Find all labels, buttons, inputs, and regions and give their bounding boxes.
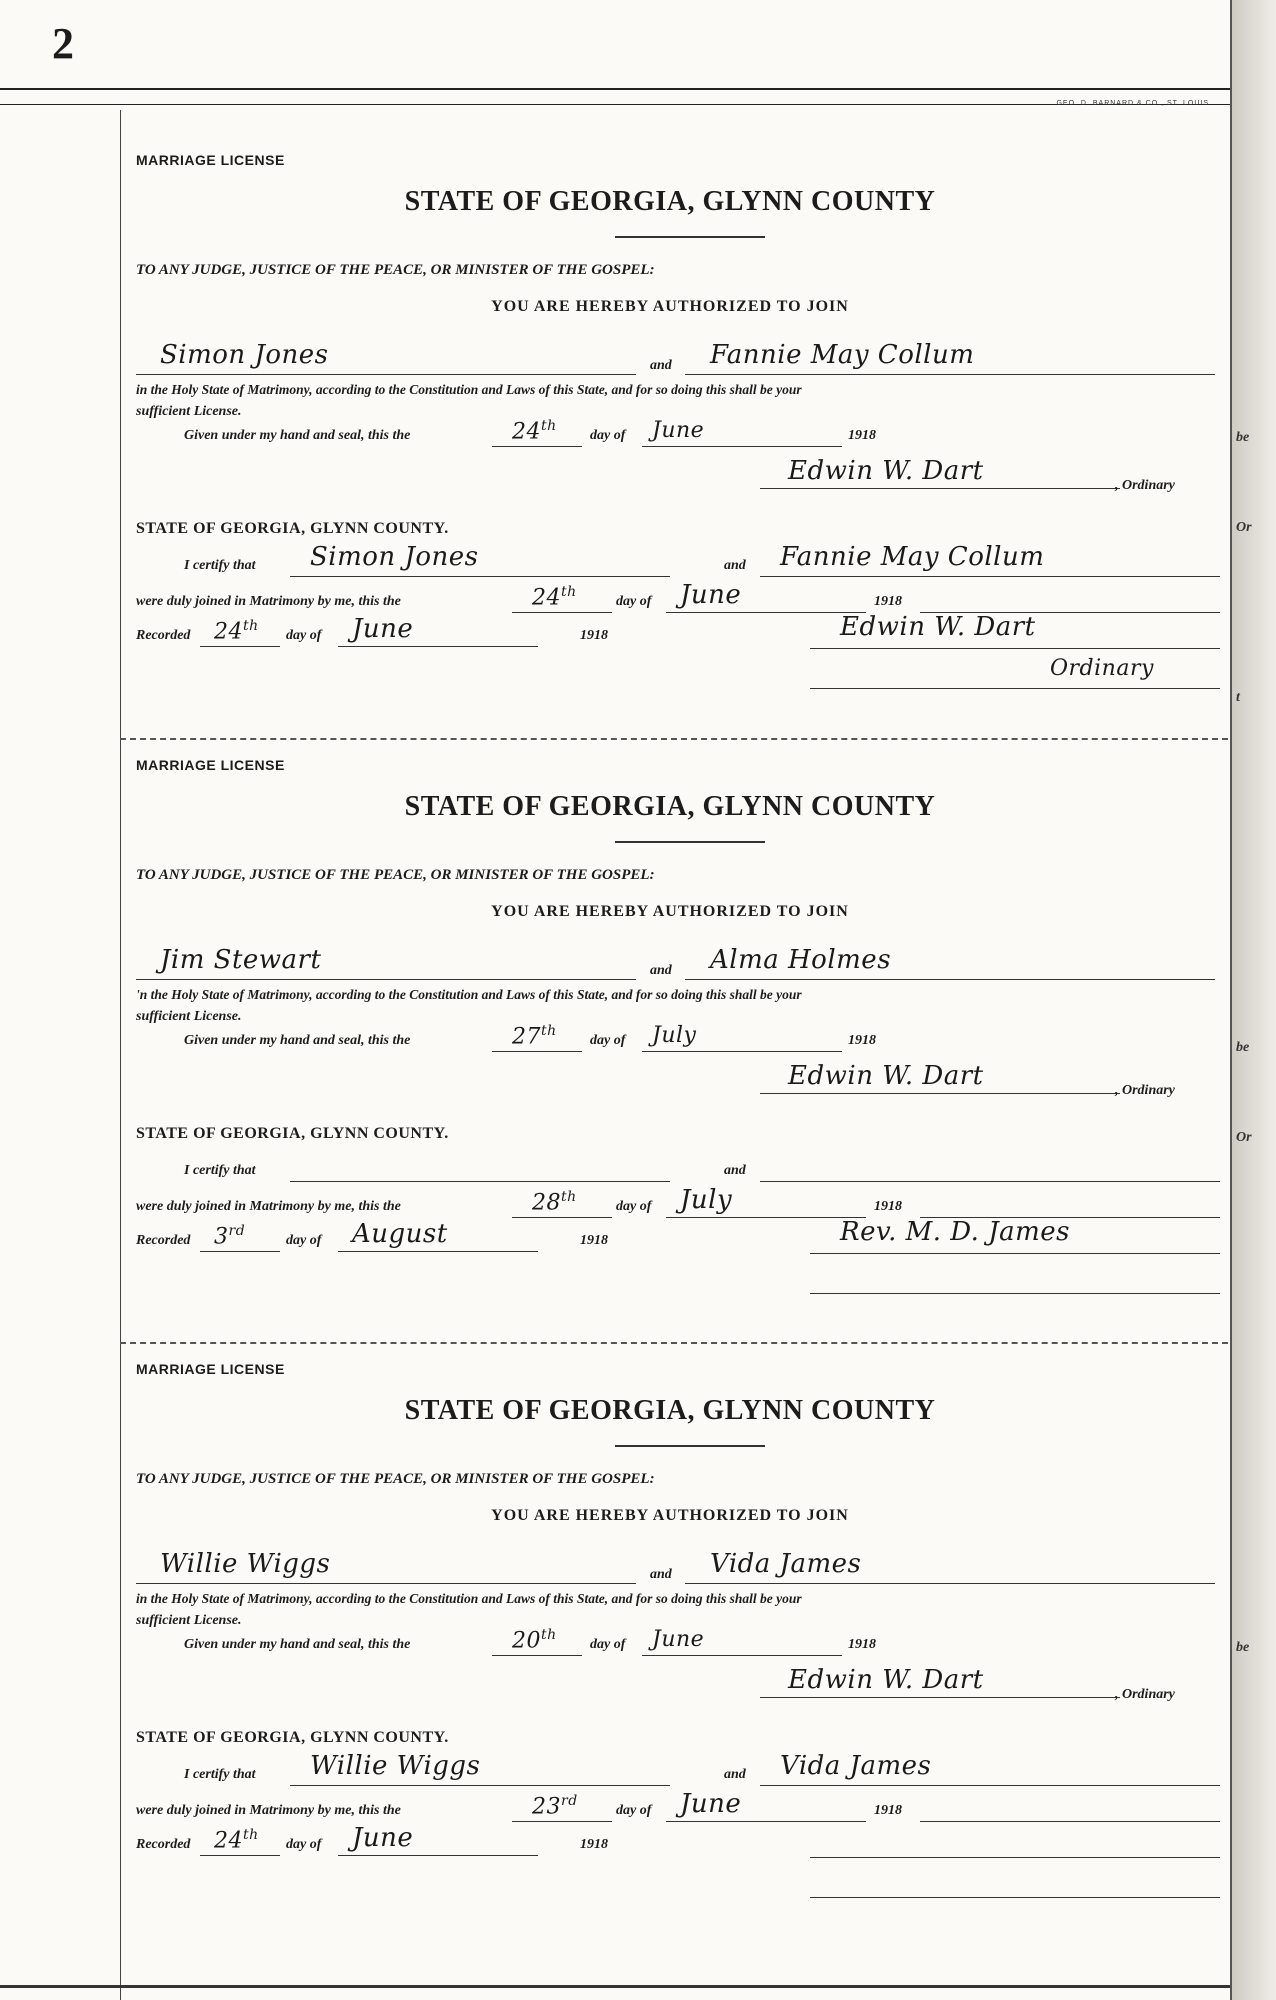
cert-bride-line — [760, 1181, 1220, 1182]
given-day: 27th — [512, 1023, 557, 1050]
joined-month: June — [680, 1789, 742, 1819]
recorded-day-line — [200, 1251, 280, 1252]
groom-name: Willie Wiggs — [160, 1549, 331, 1579]
recorded-month-line — [338, 646, 538, 647]
joined-day: 23rd — [532, 1793, 578, 1820]
and-label: and — [724, 1163, 746, 1178]
certificate-heading: STATE OF GEORGIA, GLYNN COUNTY. — [136, 1729, 449, 1746]
day-of-label: day of — [616, 1199, 652, 1214]
recorded-day: 3rd — [214, 1223, 246, 1250]
certify-text: I certify that — [184, 558, 256, 573]
joined-text: were duly joined in Matrimony by me, this the — [136, 1803, 401, 1818]
margin-fragment: t — [1236, 690, 1240, 705]
joined-day-line — [512, 612, 612, 613]
groom-line — [136, 979, 636, 980]
left-margin-rule — [120, 110, 121, 2000]
recorded-month: June — [352, 614, 414, 644]
cert-groom-name: Simon Jones — [310, 542, 479, 572]
bride-line — [685, 1583, 1215, 1584]
bride-name: Alma Holmes — [710, 945, 892, 975]
recorded-year: 1918 — [580, 1233, 608, 1248]
joined-month-line — [666, 612, 866, 613]
and-label: and — [650, 963, 672, 978]
day-of-label: day of — [590, 1637, 626, 1652]
officiant-signature: Rev. M. D. James — [840, 1217, 1071, 1247]
given-year: 1918 — [848, 1637, 876, 1652]
title-rule — [615, 236, 765, 238]
ordinary-label: , Ordinary — [1115, 1687, 1175, 1702]
joined-text: were duly joined in Matrimony by me, this the — [136, 1199, 401, 1214]
margin-fragment: be — [1236, 1040, 1250, 1055]
bride-line — [685, 979, 1215, 980]
and-label: and — [724, 558, 746, 573]
cert-groom-name: Willie Wiggs — [310, 1751, 481, 1781]
margin-fragment: be — [1236, 430, 1250, 445]
recorded-label: Recorded — [136, 1233, 191, 1248]
recorded-day: 24th — [214, 618, 259, 645]
holy-state-text: in the Holy State of Matrimony, according to the Constitution and Laws of this State, and for so doing this shall be your — [136, 382, 802, 397]
ordinary-line — [760, 488, 1120, 489]
cert-bride-name: Vida James — [780, 1751, 932, 1781]
to-any-judge-line: TO ANY JUDGE, JUSTICE OF THE PEACE, OR MINISTER OF THE GOSPEL: — [136, 262, 655, 278]
day-of-label: day of — [286, 1233, 322, 1248]
authorized-to-join: YOU ARE HEREBY AUTHORIZED TO JOIN — [491, 1507, 849, 1524]
sufficient-license: sufficient License. — [136, 1613, 242, 1628]
margin-fragment: be — [1236, 1640, 1250, 1655]
certificate-heading: STATE OF GEORGIA, GLYNN COUNTY. — [136, 1125, 449, 1142]
officiant-signature: Edwin W. Dart — [840, 612, 1036, 642]
groom-name: Jim Stewart — [160, 945, 322, 975]
bride-name: Vida James — [710, 1549, 862, 1579]
cert-bride-name: Fannie May Collum — [780, 542, 1045, 572]
title-rule — [615, 841, 765, 843]
given-under-text: Given under my hand and seal, this the — [184, 1637, 411, 1652]
officiant-line — [810, 648, 1220, 649]
given-day-line — [492, 1051, 582, 1052]
section-label: MARRIAGE LICENSE — [136, 1361, 285, 1377]
day-of-label: day of — [616, 594, 652, 609]
joined-day: 24th — [532, 584, 577, 611]
joined-month-line — [666, 1821, 866, 1822]
recorded-label: Recorded — [136, 628, 191, 643]
certify-text: I certify that — [184, 1163, 256, 1178]
joined-blank-line — [920, 1821, 1220, 1822]
ordinary-line — [760, 1093, 1120, 1094]
given-year: 1918 — [848, 1033, 876, 1048]
given-day: 20th — [512, 1627, 557, 1654]
bride-line — [685, 374, 1215, 375]
certificate-heading: STATE OF GEORGIA, GLYNN COUNTY. — [136, 520, 449, 537]
joined-month-line — [666, 1217, 866, 1218]
joined-month: July — [680, 1185, 733, 1215]
joined-day-line — [512, 1217, 612, 1218]
given-under-text: Given under my hand and seal, this the — [184, 428, 411, 443]
ordinary-label: , Ordinary — [1115, 478, 1175, 493]
recorded-month: June — [352, 1823, 414, 1853]
recorded-day: 24th — [214, 1827, 259, 1854]
given-month: June — [652, 418, 705, 443]
authorized-to-join: YOU ARE HEREBY AUTHORIZED TO JOIN — [491, 903, 849, 920]
joined-day-line — [512, 1821, 612, 1822]
officiant-line — [810, 1253, 1220, 1254]
record-separator — [120, 738, 1228, 740]
sufficient-license: sufficient License. — [136, 404, 242, 419]
recorded-month-line — [338, 1855, 538, 1856]
cert-groom-line — [290, 1181, 670, 1182]
day-of-label: day of — [590, 428, 626, 443]
publisher-imprint: GEO. D. BARNARD & CO., ST. LOUIS. — [1056, 100, 1212, 107]
groom-name: Simon Jones — [160, 340, 329, 370]
cert-bride-line — [760, 1785, 1220, 1786]
recorded-year: 1918 — [580, 1837, 608, 1852]
given-month: June — [652, 1627, 705, 1652]
adjacent-page-edge — [1232, 0, 1276, 2000]
and-label: and — [724, 1767, 746, 1782]
cert-bride-line — [760, 576, 1220, 577]
sufficient-license: sufficient License. — [136, 1009, 242, 1024]
section-label: MARRIAGE LICENSE — [136, 152, 285, 168]
record-separator — [120, 1342, 1228, 1344]
given-month: July — [652, 1023, 697, 1048]
ordinary-signature: Edwin W. Dart — [788, 456, 984, 486]
recorded-year: 1918 — [580, 628, 608, 643]
certify-text: I certify that — [184, 1767, 256, 1782]
day-of-label: day of — [590, 1033, 626, 1048]
recorded-day-line — [200, 1855, 280, 1856]
officiant-line — [810, 1857, 1220, 1858]
state-title: STATE OF GEORGIA, GLYNN COUNTY — [404, 186, 936, 217]
ordinary-line — [760, 1697, 1120, 1698]
margin-fragment: Or — [1236, 520, 1252, 535]
groom-line — [136, 374, 636, 375]
joined-year: 1918 — [874, 1803, 902, 1818]
holy-state-text: in the Holy State of Matrimony, according to the Constitution and Laws of this State, and for so doing this shall be your — [136, 1591, 802, 1606]
given-under-text: Given under my hand and seal, this the — [184, 1033, 411, 1048]
bride-name: Fannie May Collum — [710, 340, 975, 370]
given-month-line — [642, 1655, 842, 1656]
holy-state-text: 'n the Holy State of Matrimony, according to the Constitution and Laws of this State, and for so doing this shall be your — [136, 987, 802, 1002]
given-month-line — [642, 1051, 842, 1052]
cert-groom-line — [290, 1785, 670, 1786]
given-year: 1918 — [848, 428, 876, 443]
top-rule-inner — [0, 104, 1230, 105]
given-day-line — [492, 1655, 582, 1656]
margin-fragment: Or — [1236, 1130, 1252, 1145]
given-day-line — [492, 446, 582, 447]
officiant-title-line — [810, 688, 1220, 689]
ordinary-label: , Ordinary — [1115, 1083, 1175, 1098]
officiant-title-line — [810, 1897, 1220, 1898]
ordinary-signature: Edwin W. Dart — [788, 1665, 984, 1695]
to-any-judge-line: TO ANY JUDGE, JUSTICE OF THE PEACE, OR MINISTER OF THE GOSPEL: — [136, 867, 655, 883]
section-label: MARRIAGE LICENSE — [136, 757, 285, 773]
and-label: and — [650, 358, 672, 373]
officiant-title: Ordinary — [1050, 656, 1154, 681]
officiant-title-line — [810, 1293, 1220, 1294]
recorded-month-line — [338, 1251, 538, 1252]
title-rule — [615, 1445, 765, 1447]
bottom-rule — [0, 1985, 1230, 1988]
day-of-label: day of — [616, 1803, 652, 1818]
and-label: and — [650, 1567, 672, 1582]
to-any-judge-line: TO ANY JUDGE, JUSTICE OF THE PEACE, OR MINISTER OF THE GOSPEL: — [136, 1471, 655, 1487]
recorded-label: Recorded — [136, 1837, 191, 1852]
given-month-line — [642, 446, 842, 447]
top-rule — [0, 88, 1230, 90]
day-of-label: day of — [286, 628, 322, 643]
joined-month: June — [680, 580, 742, 610]
page-number: 2 — [52, 19, 74, 68]
joined-year: 1918 — [874, 1199, 902, 1214]
given-day: 24th — [512, 418, 557, 445]
recorded-month: August — [352, 1219, 448, 1249]
joined-text: were duly joined in Matrimony by me, this the — [136, 594, 401, 609]
state-title: STATE OF GEORGIA, GLYNN COUNTY — [404, 791, 936, 822]
ordinary-signature: Edwin W. Dart — [788, 1061, 984, 1091]
recorded-day-line — [200, 646, 280, 647]
joined-day: 28th — [532, 1189, 577, 1216]
day-of-label: day of — [286, 1837, 322, 1852]
authorized-to-join: YOU ARE HEREBY AUTHORIZED TO JOIN — [491, 298, 849, 315]
cert-groom-line — [290, 576, 670, 577]
joined-year: 1918 — [874, 594, 902, 609]
state-title: STATE OF GEORGIA, GLYNN COUNTY — [404, 1395, 936, 1426]
groom-line — [136, 1583, 636, 1584]
